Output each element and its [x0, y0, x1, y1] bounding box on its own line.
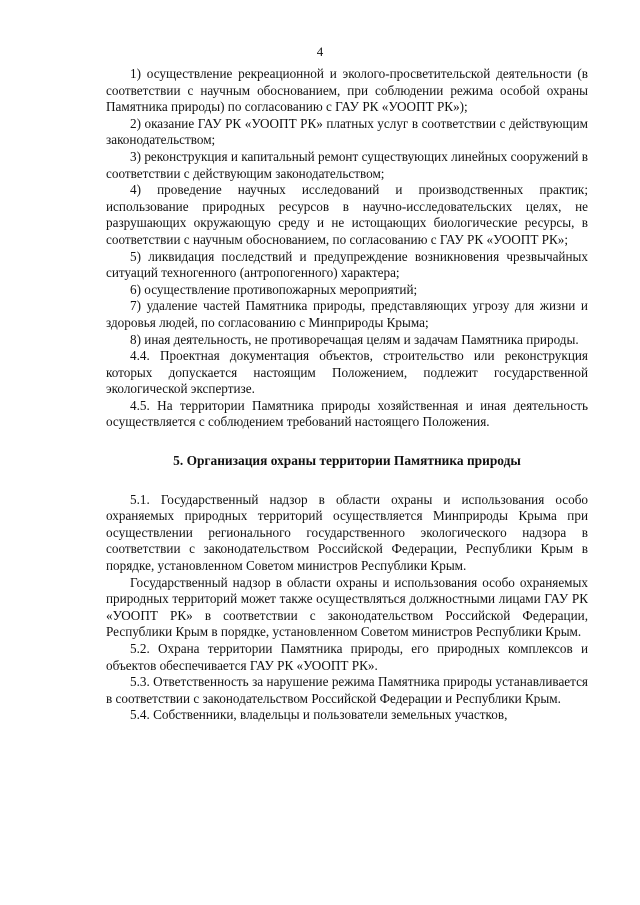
list-item-reconstruction: 3) реконструкция и капитальный ремонт существующих линейных сооружений в соответствии с действующим законодательством; — [106, 148, 588, 181]
clause-5-3: 5.3. Ответственность за нарушение режима Памятника природы устанавливается в соответствии с законодательством Российской Федерации и Республики Крым. — [106, 674, 588, 706]
clause-4-5: 4.5. На территории Памятника природы хозяйственная и иная деятельность осуществляется с соблюдением требований настоящего Положения. — [106, 397, 588, 430]
list-item-other-activity: 8) иная деятельность, не противоречащая целям и задачам Памятника природы. — [130, 331, 579, 347]
list-item-fire-prevention: 6) осуществление противопожарных мероприятий; — [130, 281, 418, 297]
page-number: 4 — [316, 44, 324, 59]
list-item-recreation: 1) осуществление рекреационной и эколого-просветительской деятельности (в соответствии с научным обоснованием, при соблюдении режима особой охраны Памятника природы) по согласованию с ГАУ РК «УООПТ РК»); — [106, 66, 588, 115]
clause-5-2: 5.2. Охрана территории Памятника природы, его природных комплексов и объектов обеспечивается ГАУ РК «УООПТ РК». — [106, 641, 588, 673]
document-body — [106, 66, 588, 724]
clause-4-4: 4.4. Проектная документация объектов, строительство или реконструкция которых допускается настоящим Положением, подлежит государственной экологической экспертизе. — [106, 348, 588, 397]
clause-5-4: 5.4. Собственники, владельцы и пользователи земельных участков, — [130, 707, 508, 723]
list-item-paid-services: 2) оказание ГАУ РК «УООПТ РК» платных услуг в соответствии с действующим законодательством; — [106, 115, 588, 148]
clause-5-1-supervision: Государственный надзор в области охраны и использования особо охраняемых природных территорий может также осуществляться должностными лицами ГАУ РК «УООПТ РК» в соответствии с законодательством Российской Федерации, Республики Крым в порядке, установленном Советом министров Республики Крым. — [106, 574, 588, 640]
clause-5-1: 5.1. Государственный надзор в области охраны и использования особо охраняемых природных территорий осуществляется Минприроды Крыма при осуществлении регионального государственного экологического надзора в соответствии с законодательством Российской Федерации, Республики Крым в порядке, установленном Советом министров Республики Крым. — [106, 491, 588, 574]
list-item-research: 4) проведение научных исследований и производственных практик; использование природных ресурсов в научно-исследовательских целях, не разрушающих окружающую среду и не истощающих биологические ресурсы, в соответствии с научным обоснованием, по согласованию с ГАУ РК «УООПТ РК»; — [106, 182, 588, 247]
list-item-emergencies: 5) ликвидация последствий и предупреждение возникновения чрезвычайных ситуаций техногенного (антропогенного) характера; — [106, 248, 588, 281]
section-title: 5. Организация охраны территории Памятника природы — [173, 453, 521, 469]
list-item-removal: 7) удаление частей Памятника природы, представляющих угрозу для жизни и здоровья людей, по согласованию с Минприроды Крыма; — [106, 298, 588, 330]
